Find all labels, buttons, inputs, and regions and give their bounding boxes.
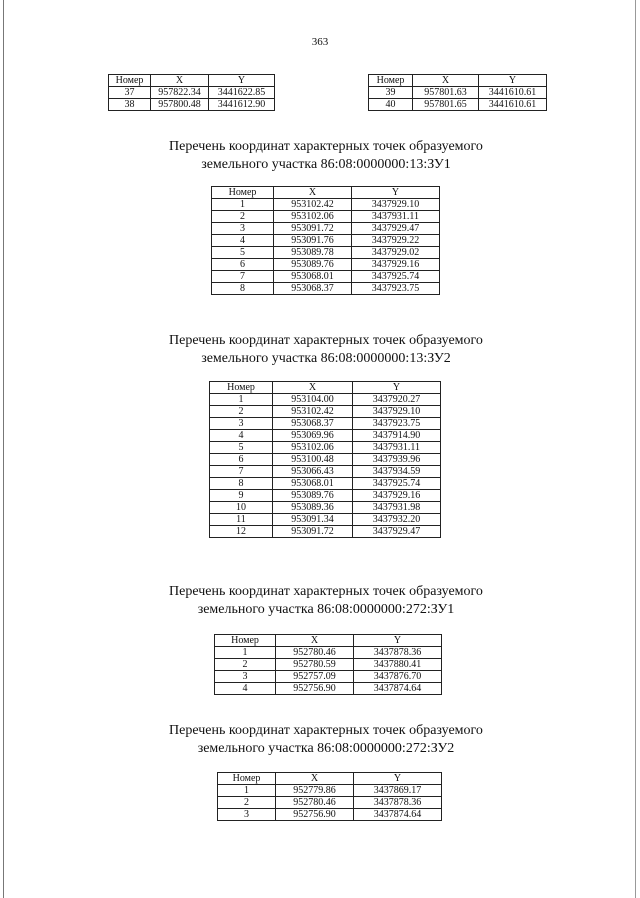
- table-row: [218, 797, 442, 809]
- section-title-line-1: Перечень координат характерных точек образуемого: [169, 723, 483, 738]
- cell-y: 3437934.59: [353, 466, 441, 478]
- table-header-row: [109, 75, 275, 87]
- header-num: Номер: [215, 635, 276, 647]
- cell-x: 952756.90: [276, 809, 354, 821]
- cell-y: 3437931.11: [352, 211, 440, 223]
- table-row: [210, 394, 441, 406]
- cell-y: 3437929.47: [352, 223, 440, 235]
- cell-x: 952780.46: [276, 647, 354, 659]
- cell-y: 3437931.98: [353, 502, 441, 514]
- cell-y: 3437929.10: [353, 406, 441, 418]
- table-row: [212, 211, 440, 223]
- table-row: [218, 785, 442, 797]
- cell-point-number: 2: [212, 211, 274, 223]
- section-title-line-2: земельного участка 86:08:0000000:272:ЗУ2: [197, 741, 455, 756]
- section-title: [0, 583, 640, 619]
- cell-x: 952779.86: [276, 785, 354, 797]
- table-row: [215, 659, 442, 671]
- table-header-row: [215, 635, 442, 647]
- header-x: X: [276, 635, 354, 647]
- cell-point-number: 4: [210, 430, 273, 442]
- cell-y: 3437931.11: [353, 442, 441, 454]
- cell-y: 3437929.16: [352, 259, 440, 271]
- table-row: [210, 430, 441, 442]
- cell-x: 957801.63: [413, 87, 479, 99]
- cell-x: 953091.72: [273, 526, 353, 538]
- cell-x: 953100.48: [273, 454, 353, 466]
- cell-point-number: 3: [215, 671, 276, 683]
- cell-point-number: 3: [210, 418, 273, 430]
- cell-y: 3437878.36: [354, 647, 442, 659]
- cell-point-number: 10: [210, 502, 273, 514]
- table-row: [210, 502, 441, 514]
- cell-x: 953102.42: [273, 406, 353, 418]
- cell-point-number: 3: [218, 809, 276, 821]
- cell-x: 957801.65: [413, 99, 479, 111]
- cell-x: 957800.48: [151, 99, 209, 111]
- cell-y: 3437929.16: [353, 490, 441, 502]
- cell-x: 953102.42: [274, 199, 352, 211]
- section-title-line-2: земельного участка 86:08:0000000:13:ЗУ1: [201, 157, 451, 172]
- table-row: [109, 87, 275, 99]
- cell-point-number: 7: [212, 271, 274, 283]
- table-row: [210, 526, 441, 538]
- cell-y: 3437920.27: [353, 394, 441, 406]
- cell-point-number: 12: [210, 526, 273, 538]
- section-title: [0, 138, 640, 174]
- cell-point-number: 39: [369, 87, 413, 99]
- section-title-line-1: Перечень координат характерных точек образуемого: [169, 333, 483, 348]
- table-row: [210, 466, 441, 478]
- header-y: Y: [209, 75, 275, 87]
- cell-y: 3437914.90: [353, 430, 441, 442]
- table-row: [369, 87, 547, 99]
- cell-x: 953091.76: [274, 235, 352, 247]
- header-num: Номер: [210, 382, 273, 394]
- header-num: Номер: [212, 187, 274, 199]
- table-row: [210, 514, 441, 526]
- cell-x: 953102.06: [273, 442, 353, 454]
- cell-y: 3437923.75: [352, 283, 440, 295]
- cell-point-number: 6: [212, 259, 274, 271]
- section-title-line-2: земельного участка 86:08:0000000:13:ЗУ2: [201, 351, 451, 366]
- coords-table-top-left: [108, 74, 275, 111]
- coords-table-top-right: [368, 74, 547, 111]
- cell-x: 952756.90: [276, 683, 354, 695]
- header-num: Номер: [218, 773, 276, 785]
- cell-x: 953091.72: [274, 223, 352, 235]
- cell-x: 953089.36: [273, 502, 353, 514]
- cell-x: 952780.46: [276, 797, 354, 809]
- header-y: Y: [354, 635, 442, 647]
- cell-point-number: 1: [218, 785, 276, 797]
- cell-point-number: 3: [212, 223, 274, 235]
- section-title: [0, 722, 640, 758]
- cell-point-number: 2: [215, 659, 276, 671]
- cell-point-number: 5: [212, 247, 274, 259]
- cell-y: 3437925.74: [353, 478, 441, 490]
- header-x: X: [151, 75, 209, 87]
- section-title: [0, 332, 640, 368]
- scan-edge-left: [3, 0, 4, 898]
- section-title-line-1: Перечень координат характерных точек образуемого: [169, 139, 483, 154]
- cell-y: 3441610.61: [479, 87, 547, 99]
- table-row: [212, 247, 440, 259]
- table-row: [210, 418, 441, 430]
- header-x: X: [276, 773, 354, 785]
- table-header-row: [210, 382, 441, 394]
- cell-point-number: 1: [210, 394, 273, 406]
- cell-y: 3437880.41: [354, 659, 442, 671]
- cell-point-number: 9: [210, 490, 273, 502]
- cell-y: 3437878.36: [354, 797, 442, 809]
- cell-point-number: 8: [212, 283, 274, 295]
- cell-x: 953068.01: [274, 271, 352, 283]
- table-header-row: [218, 773, 442, 785]
- cell-x: 953068.37: [274, 283, 352, 295]
- cell-point-number: 2: [210, 406, 273, 418]
- page-number: 363: [311, 36, 329, 48]
- cell-y: 3437929.47: [353, 526, 441, 538]
- header-y: Y: [353, 382, 441, 394]
- coords-table-13-zu2: [209, 381, 441, 538]
- cell-y: 3437874.64: [354, 809, 442, 821]
- cell-x: 953089.78: [274, 247, 352, 259]
- cell-x: 952757.09: [276, 671, 354, 683]
- table-header-row: [212, 187, 440, 199]
- table-row: [218, 809, 442, 821]
- header-num: Номер: [369, 75, 413, 87]
- cell-point-number: 37: [109, 87, 151, 99]
- section-title-line-2: земельного участка 86:08:0000000:272:ЗУ1: [197, 602, 455, 617]
- cell-x: 953102.06: [274, 211, 352, 223]
- cell-y: 3437932.20: [353, 514, 441, 526]
- table-row: [212, 283, 440, 295]
- table-row: [212, 235, 440, 247]
- cell-point-number: 11: [210, 514, 273, 526]
- cell-x: 953066.43: [273, 466, 353, 478]
- header-x: X: [273, 382, 353, 394]
- section-title-line-1: Перечень координат характерных точек образуемого: [169, 584, 483, 599]
- cell-x: 953089.76: [273, 490, 353, 502]
- table-row: [210, 406, 441, 418]
- table-row: [210, 442, 441, 454]
- table-row: [215, 683, 442, 695]
- table-row: [210, 478, 441, 490]
- cell-point-number: 1: [215, 647, 276, 659]
- cell-y: 3441610.61: [479, 99, 547, 111]
- table-row: [210, 490, 441, 502]
- table-row: [212, 259, 440, 271]
- cell-x: 953104.00: [273, 394, 353, 406]
- table-row: [369, 99, 547, 111]
- cell-x: 953091.34: [273, 514, 353, 526]
- header-y: Y: [479, 75, 547, 87]
- table-row: [210, 454, 441, 466]
- cell-point-number: 1: [212, 199, 274, 211]
- header-x: X: [413, 75, 479, 87]
- cell-y: 3437939.96: [353, 454, 441, 466]
- cell-point-number: 2: [218, 797, 276, 809]
- cell-point-number: 38: [109, 99, 151, 111]
- scan-edge-right: [635, 0, 636, 898]
- table-row: [212, 199, 440, 211]
- cell-x: 953068.37: [273, 418, 353, 430]
- cell-y: 3441622.85: [209, 87, 275, 99]
- cell-y: 3437929.10: [352, 199, 440, 211]
- cell-y: 3437869.17: [354, 785, 442, 797]
- cell-point-number: 4: [215, 683, 276, 695]
- cell-x: 953068.01: [273, 478, 353, 490]
- header-y: Y: [354, 773, 442, 785]
- cell-x: 952780.59: [276, 659, 354, 671]
- table-row: [215, 671, 442, 683]
- coords-table-13-zu1: [211, 186, 440, 295]
- header-y: Y: [352, 187, 440, 199]
- cell-x: 953089.76: [274, 259, 352, 271]
- cell-y: 3437925.74: [352, 271, 440, 283]
- cell-x: 953069.96: [273, 430, 353, 442]
- header-x: X: [274, 187, 352, 199]
- table-row: [212, 271, 440, 283]
- coords-table-272-zu2: [217, 772, 442, 821]
- table-header-row: [369, 75, 547, 87]
- cell-y: 3437929.22: [352, 235, 440, 247]
- header-num: Номер: [109, 75, 151, 87]
- cell-point-number: 7: [210, 466, 273, 478]
- cell-point-number: 5: [210, 442, 273, 454]
- cell-y: 3437929.02: [352, 247, 440, 259]
- cell-y: 3441612.90: [209, 99, 275, 111]
- cell-x: 957822.34: [151, 87, 209, 99]
- cell-y: 3437876.70: [354, 671, 442, 683]
- table-row: [212, 223, 440, 235]
- cell-point-number: 8: [210, 478, 273, 490]
- cell-y: 3437874.64: [354, 683, 442, 695]
- cell-y: 3437923.75: [353, 418, 441, 430]
- coords-table-272-zu1: [214, 634, 442, 695]
- cell-point-number: 40: [369, 99, 413, 111]
- table-row: [109, 99, 275, 111]
- table-row: [215, 647, 442, 659]
- cell-point-number: 4: [212, 235, 274, 247]
- cell-point-number: 6: [210, 454, 273, 466]
